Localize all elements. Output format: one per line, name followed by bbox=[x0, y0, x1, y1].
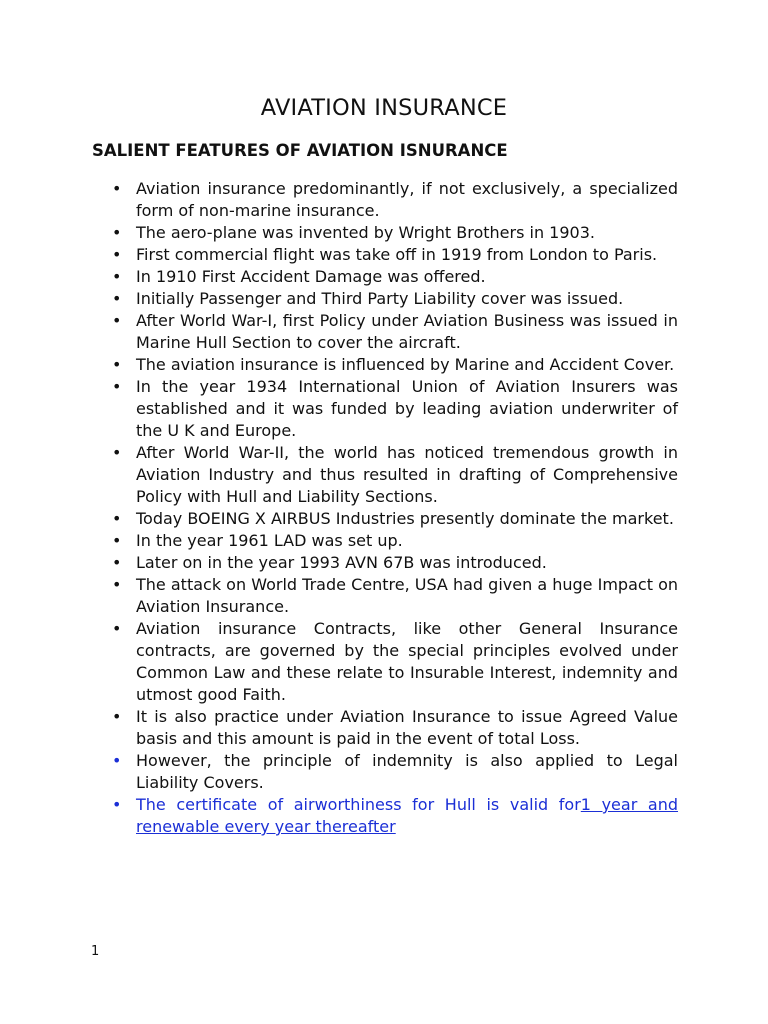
list-item bbox=[112, 552, 678, 574]
bullet-icon: • bbox=[112, 267, 122, 286]
bullet-icon: • bbox=[112, 179, 122, 198]
list-item-text: In the year 1934 International Union of Aviation Insurers was established and it was funded by leading aviation underwriter of the U K and Europe. bbox=[136, 377, 678, 440]
list-item bbox=[112, 750, 678, 794]
airworthiness-link[interactable]: 1 year and renewable every year thereafter bbox=[136, 795, 679, 836]
list-item-text: In 1910 First Accident Damage was offered. bbox=[136, 267, 486, 286]
list-item bbox=[112, 288, 678, 310]
list-item-text: Aviation insurance predominantly, if not exclusively, a specialized form of non-marine insurance. bbox=[136, 179, 678, 220]
list-item-text: However, the principle of indemnity is also applied to Legal Liability Covers. bbox=[136, 751, 678, 792]
list-item-text: Later on in the year 1993 AVN 67B was introduced. bbox=[136, 553, 547, 572]
bullet-icon: • bbox=[112, 619, 122, 638]
bullet-icon: • bbox=[112, 355, 122, 374]
list-item-text: First commercial flight was take off in 1919 from London to Paris. bbox=[136, 245, 658, 264]
bullet-icon: • bbox=[112, 377, 122, 396]
list-item bbox=[112, 442, 678, 508]
list-item-text: Today BOEING X AIRBUS Industries presently dominate the market. bbox=[136, 509, 674, 528]
list-item-text: The certificate of airworthiness for Hull is valid for bbox=[136, 795, 581, 814]
list-item bbox=[112, 244, 678, 266]
list-item bbox=[112, 706, 678, 750]
list-item bbox=[112, 574, 678, 618]
list-item-text: Aviation insurance Contracts, like other General Insurance contracts, are governed by the special principles evolved under Common Law and these relate to Insurable Interest, indemnity and utmost good Faith. bbox=[136, 619, 678, 704]
list-item bbox=[112, 530, 678, 552]
section-heading: SALIENT FEATURES OF AVIATION ISNURANCE bbox=[92, 141, 508, 160]
bullet-icon: • bbox=[112, 751, 122, 770]
list-item-text: After World War-I, first Policy under Aviation Business was issued in Marine Hull Section to cover the aircraft. bbox=[136, 311, 678, 352]
list-item bbox=[112, 266, 678, 288]
list-item bbox=[112, 178, 678, 222]
bullet-icon: • bbox=[112, 223, 122, 242]
list-item bbox=[112, 618, 678, 706]
document-title: AVIATION INSURANCE bbox=[260, 95, 508, 121]
bullet-icon: • bbox=[112, 707, 122, 726]
list-item-text: It is also practice under Aviation Insurance to issue Agreed Value basis and this amount is paid in the event of total Loss. bbox=[136, 707, 678, 748]
features-list bbox=[112, 178, 678, 838]
list-item-text: The attack on World Trade Centre, USA had given a huge Impact on Aviation Insurance. bbox=[136, 575, 678, 616]
bullet-icon: • bbox=[112, 531, 122, 550]
bullet-icon: • bbox=[112, 289, 122, 308]
bullet-icon: • bbox=[112, 245, 122, 264]
list-item bbox=[112, 310, 678, 354]
bullet-icon: • bbox=[112, 509, 122, 528]
bullet-icon: • bbox=[112, 311, 122, 330]
list-item-text: Initially Passenger and Third Party Liability cover was issued. bbox=[136, 289, 624, 308]
bullet-icon: • bbox=[112, 575, 122, 594]
bullet-icon: • bbox=[112, 795, 122, 814]
list-item bbox=[112, 376, 678, 442]
bullet-icon: • bbox=[112, 553, 122, 572]
list-item-text: The aviation insurance is influenced by Marine and Accident Cover. bbox=[136, 355, 675, 374]
list-item-text: After World War-II, the world has noticed tremendous growth in Aviation Industry and thus resulted in drafting of Comprehensive Policy with Hull and Liability Sections. bbox=[136, 443, 678, 506]
list-item bbox=[112, 222, 678, 244]
list-item bbox=[112, 508, 678, 530]
list-item bbox=[112, 354, 678, 376]
list-item-text: In the year 1961 LAD was set up. bbox=[136, 531, 403, 550]
list-item-text: The aero-plane was invented by Wright Brothers in 1903. bbox=[136, 223, 595, 242]
list-item bbox=[112, 794, 678, 838]
page-number: 1 bbox=[91, 944, 100, 959]
bullet-icon: • bbox=[112, 443, 122, 462]
